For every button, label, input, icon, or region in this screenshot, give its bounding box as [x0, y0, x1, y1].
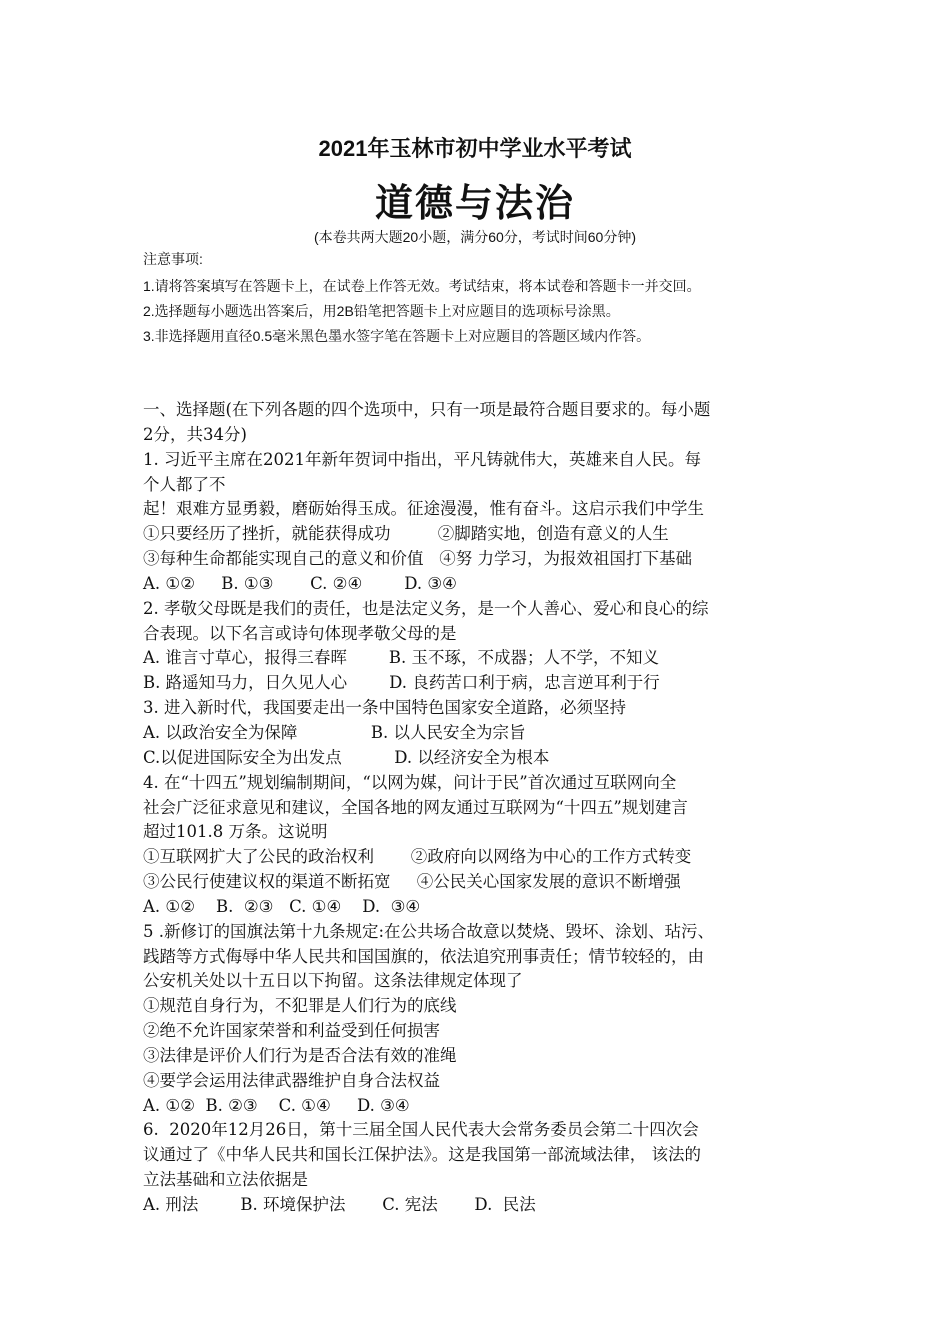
question-5-statement: ①规范自身行为，不犯罪是人们行为的底线 [143, 996, 457, 1016]
notice-item: 1.请将答案填写在答题卡上，在试卷上作答无效。考试结束，将本试卷和答题卡一并交回。 [143, 278, 701, 294]
exam-title: 2021年玉林市初中学业水平考试 [318, 136, 632, 161]
question-6-stem: 6. 2020年12月26日，第十三届全国人民代表大会常务委员会第二十四次会 [143, 1120, 699, 1140]
question-5-stem: 5 .新修订的国旗法第十九条规定:在公共场合故意以焚烧、毁坏、涂划、玷污、 [143, 921, 715, 941]
question-2-stem: 合表现。以下名言或诗句体现孝敬父母的是 [143, 623, 457, 643]
question-1-stem: 1. 习近平主席在2021年新年贺词中指出，平凡铸就伟大，英雄来自人民。每 [143, 449, 701, 469]
question-1-statement: ③每种生命都能实现自己的意义和价值 ④努 力学习，为报效祖国打下基础 [143, 549, 692, 569]
question-2-stem: 2. 孝敬父母既是我们的责任，也是法定义务，是一个人善心、爱心和良心的综 [143, 598, 709, 618]
question-4-options: A. ①② B. ②③ C. ①④ D. ③④ [143, 896, 421, 916]
question-6-stem: 立法基础和立法依据是 [143, 1170, 308, 1190]
section-heading: 一、选择题(在下列各题的四个选项中，只有一项是最符合题目要求的。每小题 [143, 400, 711, 419]
question-5-stem: 公安机关处以十五日以下拘留。这条法律规定体现了 [143, 971, 523, 991]
question-6-options: A. 刑法 B. 环境保护法 C. 宪法 D. 民法 [143, 1195, 536, 1214]
question-1-options: A. ①② B. ①③ C. ②④ D. ③④ [143, 573, 457, 593]
question-5-statement: ③法律是评价人们行为是否合法有效的准绳 [143, 1045, 457, 1065]
question-4-stem: 4. 在“十四五”规划编制期间，“以网为媒，问计于民”首次通过互联网向全 [143, 772, 677, 792]
question-4-statement: ③公民行使建议权的渠道不断拓宽 ④公民关心国家发展的意识不断增强 [143, 872, 681, 892]
question-1-statement: ①只要经历了挫折，就能获得成功 ②脚踏实地，创造有意义的人生 [143, 524, 669, 544]
question-4-statement: ①互联网扩大了公民的政治权利 ②政府向以网络为中心的工作方式转变 [143, 847, 692, 867]
question-4-stem: 社会广泛征求意见和建议，全国各地的网友通过互联网为“十四五”规划建言 [143, 797, 688, 817]
exam-meta: (本卷共两大题20小题，满分60分，考试时间60分钟) [313, 229, 637, 245]
question-2-options: A. 谁言寸草心，报得三春晖 B. 玉不琢，不成器；人不学，不知义 [143, 648, 659, 668]
question-3-options: A. 以政治安全为保障 B. 以人民安全为宗旨 [143, 722, 526, 742]
subject-title: 道德与法治 [374, 180, 575, 225]
question-1-stem: 个人都了不 [143, 474, 226, 494]
question-5-statement: ②绝不允许国家荣誉和利益受到任何损害 [143, 1021, 440, 1041]
notice-item: 2.选择题每小题选出答案后，用2B铅笔把答题卡上对应题目的选项标号涂黑。 [143, 303, 620, 319]
question-5-options: A. ①② B. ②③ C. ①④ D. ③④ [143, 1095, 410, 1115]
question-5-statement: ④要学会运用法律武器维护自身合法权益 [143, 1070, 440, 1090]
question-4-stem: 超过101.8 万条。这说明 [143, 822, 328, 842]
question-3-options: C.以促进国际安全为出发点 D. 以经济安全为根本 [143, 747, 550, 767]
section-heading: 2分，共34分) [143, 424, 247, 444]
notice-item: 3.非选择题用直径0.5毫米黑色墨水签字笔在答题卡上对应题目的答题区域内作答。 [143, 328, 651, 344]
question-1-stem: 起！艰难方显勇毅，磨砺始得玉成。征途漫漫，惟有奋斗。这启示我们中学生 [143, 499, 704, 519]
question-2-options: B. 路遥知马力，日久见人心 D. 良药苦口利于病，忠言逆耳利于行 [143, 673, 660, 693]
question-5-stem: 践踏等方式侮辱中华人民共和国国旗的，依法追究刑事责任；情节较轻的，由 [143, 946, 704, 966]
question-3-stem: 3. 进入新时代，我国要走出一条中国特色国家安全道路，必须坚持 [143, 698, 626, 718]
question-6-stem: 议通过了《中华人民共和国长江保护法》。这是我国第一部流域法律， 该法的 [143, 1145, 701, 1165]
question-body [143, 398, 833, 1218]
notice-heading: 注意事项: [143, 251, 203, 267]
